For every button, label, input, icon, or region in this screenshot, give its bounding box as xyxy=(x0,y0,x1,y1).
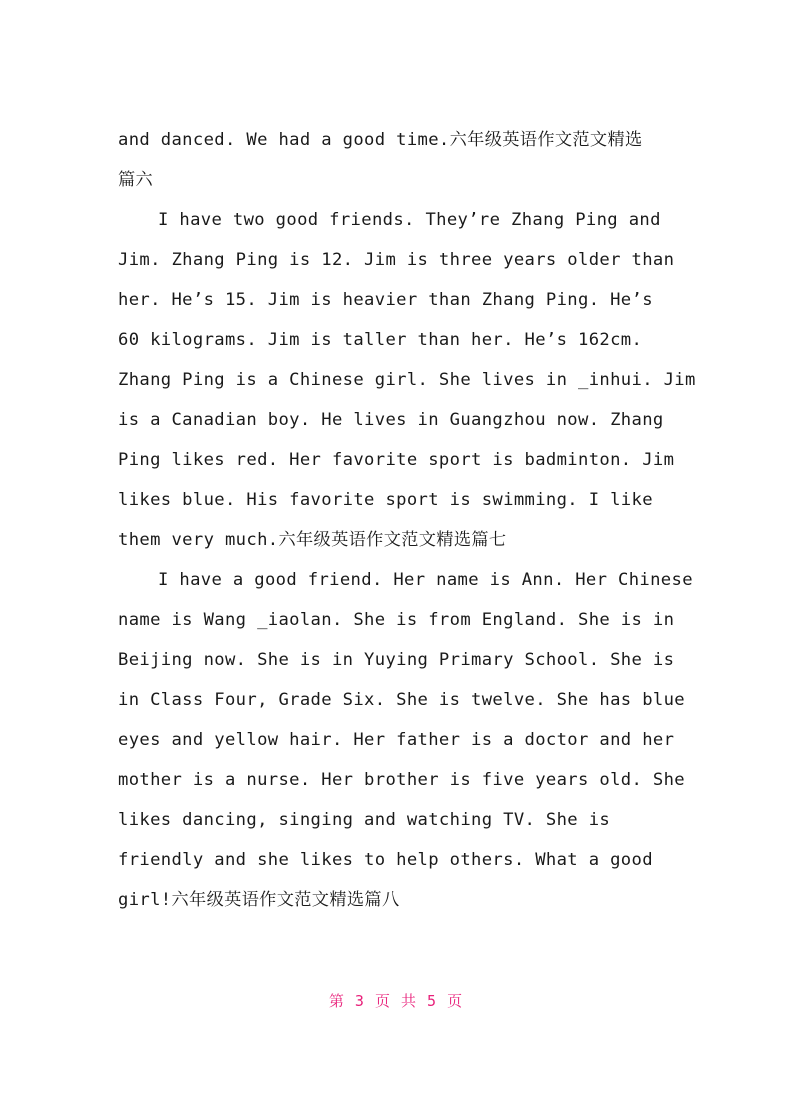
text-line: in Class Four, Grade Six. She is twelve. She has blue xyxy=(118,690,685,710)
text-line: is a Canadian boy. He lives in Guangzhou now. Zhang xyxy=(118,410,664,430)
paragraph-start-line: I have two good friends. They’re Zhang Ping and xyxy=(158,210,661,230)
text-line: likes dancing, singing and watching TV. She is xyxy=(118,810,611,830)
text-line: eyes and yellow hair. Her father is a doctor and her xyxy=(118,730,675,750)
text-line: and danced. We had a good time.六年级英语作文范文精选 xyxy=(118,130,643,150)
text-line: Zhang Ping is a Chinese girl. She lives in _inhui. Jim xyxy=(118,370,696,390)
text-line: girl!六年级英语作文范文精选篇八 xyxy=(118,890,400,910)
text-line: name is Wang _iaolan. She is from England. She is in xyxy=(118,610,675,630)
document-body xyxy=(118,120,696,920)
text-line: them very much.六年级英语作文范文精选篇七 xyxy=(118,530,507,550)
text-line: her. He’s 15. Jim is heavier than Zhang Ping. He’s xyxy=(118,290,653,310)
text-line: friendly and she likes to help others. What a good xyxy=(118,850,653,870)
page-number-footer: 第 3 页 共 5 页 xyxy=(328,992,464,1010)
text-line: Beijing now. She is in Yuying Primary School. She is xyxy=(118,650,675,670)
text-line: 60 kilograms. Jim is taller than her. He’s 162cm. xyxy=(118,330,643,350)
text-line: 篇六 xyxy=(118,170,154,190)
text-line: Ping likes red. Her favorite sport is badminton. Jim xyxy=(118,450,675,470)
paragraph-start-line: I have a good friend. Her name is Ann. Her Chinese xyxy=(158,570,693,590)
text-line: likes blue. His favorite sport is swimming. I like xyxy=(118,490,653,510)
text-line: mother is a nurse. Her brother is five years old. She xyxy=(118,770,685,790)
text-line: Jim. Zhang Ping is 12. Jim is three years older than xyxy=(118,250,675,270)
